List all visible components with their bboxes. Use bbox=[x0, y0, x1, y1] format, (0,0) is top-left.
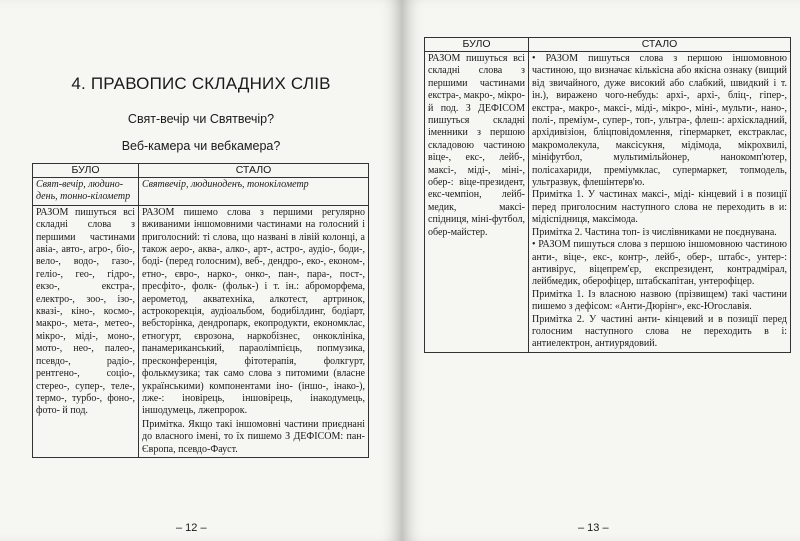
note-maxi-midi: Примітка 1. У частинах максі-, міді- кінцевий і в позиції перед приголосним наступного слова не переходить в и: мідіспідниця, максімода. bbox=[532, 189, 787, 226]
rule-before-cell: РАЗОМ пишуться всі складні слова з першими частинами авіа-, авто-, агро-, біо-, вело-, водо-, газо-, геліо-, гео-, гідро-, екзо-, екстра-, електро-, зоо-, ізо-, квазі-, кіно-, космо-, макро-, мета-, метео-, мікро-, міді-, моно-, мото-, нео-, палео-, псевдо-, радіо-, рентгено-, соціо-, стерео-, супер-, теле-, термо-, турбо-, фоно-, фото- й под. bbox=[33, 205, 139, 457]
section-heading: 4. ПРАВОПИС СКЛАДНИХ СЛІВ bbox=[71, 74, 331, 93]
rule-quantitative-prefixes: • РАЗОМ пишуться слова з першою іншомовною частиною, що визначає кількісна або якісна ознаку (вищий від звичайного, дуже високий або слабкий, швидкий і т. ін.), виражено чого-небудь: архі-, архі-, бліц-, гіпер-, екстра-, макро-, максі-, міді-, мікро-, міні-, мульти-, нано-, полі-, преміум-, супер-, топ-, ультра-, флеш-: архіскладний, архідивізіон, бліцповідомлення, гіпермаркет, екстраклас, макромолекула, максісукня, мідімода, мікрохвилі, мініфутбол, мультимільйонер, нанокомп'ютер, полісахариди, преміумклас, супермаркет, топмодель, ультразвук, флешінтерв'ю. bbox=[532, 53, 787, 189]
rule-before-cell: РАЗОМ пишуться всі складні слова з першими частинами екстра-, макро-, мікро- й под. З ДЕФІСОМ пишуться складні іменники з першою складовою частиною віце-, екс-, лейб-, максі-, міді-, міні-, обер-: віце-президент, екс-чемпіон, лейб-медик, максі-спідниця, міні-футбол, обер-майстер. bbox=[425, 52, 529, 353]
page-right bbox=[402, 0, 800, 541]
comparison-table-left bbox=[32, 163, 369, 458]
rule-vice-ex-prefixes: • РАЗОМ пишуться слова з першою іншомовною частиною анти-, віце-, екс-, контр-, лейб-, обер-, штабс-, унтер-: антивірус, віцепрем'єр, експрезидент, контрадмірал, лейбмедик, оберофіцер, штабскапітан, унтерофіцер. bbox=[532, 239, 787, 288]
note-top: Примітка 2. Частина топ- із числівниками не поєднувана. bbox=[532, 226, 777, 238]
column-header-after: СТАЛО bbox=[139, 164, 369, 178]
column-header-before: БУЛО bbox=[425, 38, 529, 52]
example-after-cell: Святвечір, людиноденъ, тонокілометр bbox=[139, 178, 369, 206]
column-header-before: БУЛО bbox=[33, 164, 139, 178]
rule-after-note: Примітка. Якщо такі іншомовні частини приєднані до власного імені, то їх пишемо З ДЕФІСОМ: пан-Європа, псевдо-Фауст. bbox=[142, 418, 365, 455]
rule-after-text: РАЗОМ пишемо слова з першими регулярно вживаними іншомовними частинами на голосний і приголосний: ті слова, що названі в лівій колонці, а також аеро-, аква-, алко-, арт-, астро-, аудіо-, боди-, боді- (перед голосним), веб-, дендро-, еко-, економ-, етно-, євро-, нарко-, онко-, пан-, пара-, пост-, пресфіто-, фолк- (фольк-) і т. ін.: аброморфема, аерометод, акватехніка, алкотест, артринок, астрокорекція, аудіоальбом, бодибілдинг, бодіарт, вебсторінка, дендропарк, екопродукти, економклас, етногурт, єврозона, наркобізнес, онкоклініка, панамериканський, параолімпієць, попмузика, пресконференція, фітотерапія, фолкгурт, фолькмузика; так само слова з питомими (власне українськими) компонентами іно- (іншо-, інако-), лже-: іновірець, іншовірець, інакодумець, іншодумець, лжепророк. bbox=[142, 206, 365, 417]
rule-after-cell bbox=[139, 205, 369, 457]
page-number-left: – 12 – bbox=[176, 522, 207, 534]
comparison-table-right bbox=[424, 37, 791, 353]
subheading-svyatvechir: Свят-вечір чи Святвечір? bbox=[127, 112, 275, 126]
subheading-webcam: Веб-камера чи вебкамера? bbox=[121, 139, 281, 153]
page-number-right: – 13 – bbox=[578, 522, 609, 534]
rule-after-cell bbox=[529, 52, 791, 353]
note-anti: Примітка 2. У частині анти- кінцевий и в позиції перед голосним наступного слова не переходить в і: антиелектрон, антиурядовий. bbox=[532, 313, 787, 350]
note-proper-names: Примітка 1. Із власною назвою (прізвищем) такі частини пишемо з дефісом: «Анти-Дюрінг», екс-Югославія. bbox=[532, 288, 787, 313]
example-before-cell: Свят-вечір, людино-день, тонно-кілометр bbox=[33, 178, 139, 206]
column-header-after: СТАЛО bbox=[529, 38, 791, 52]
